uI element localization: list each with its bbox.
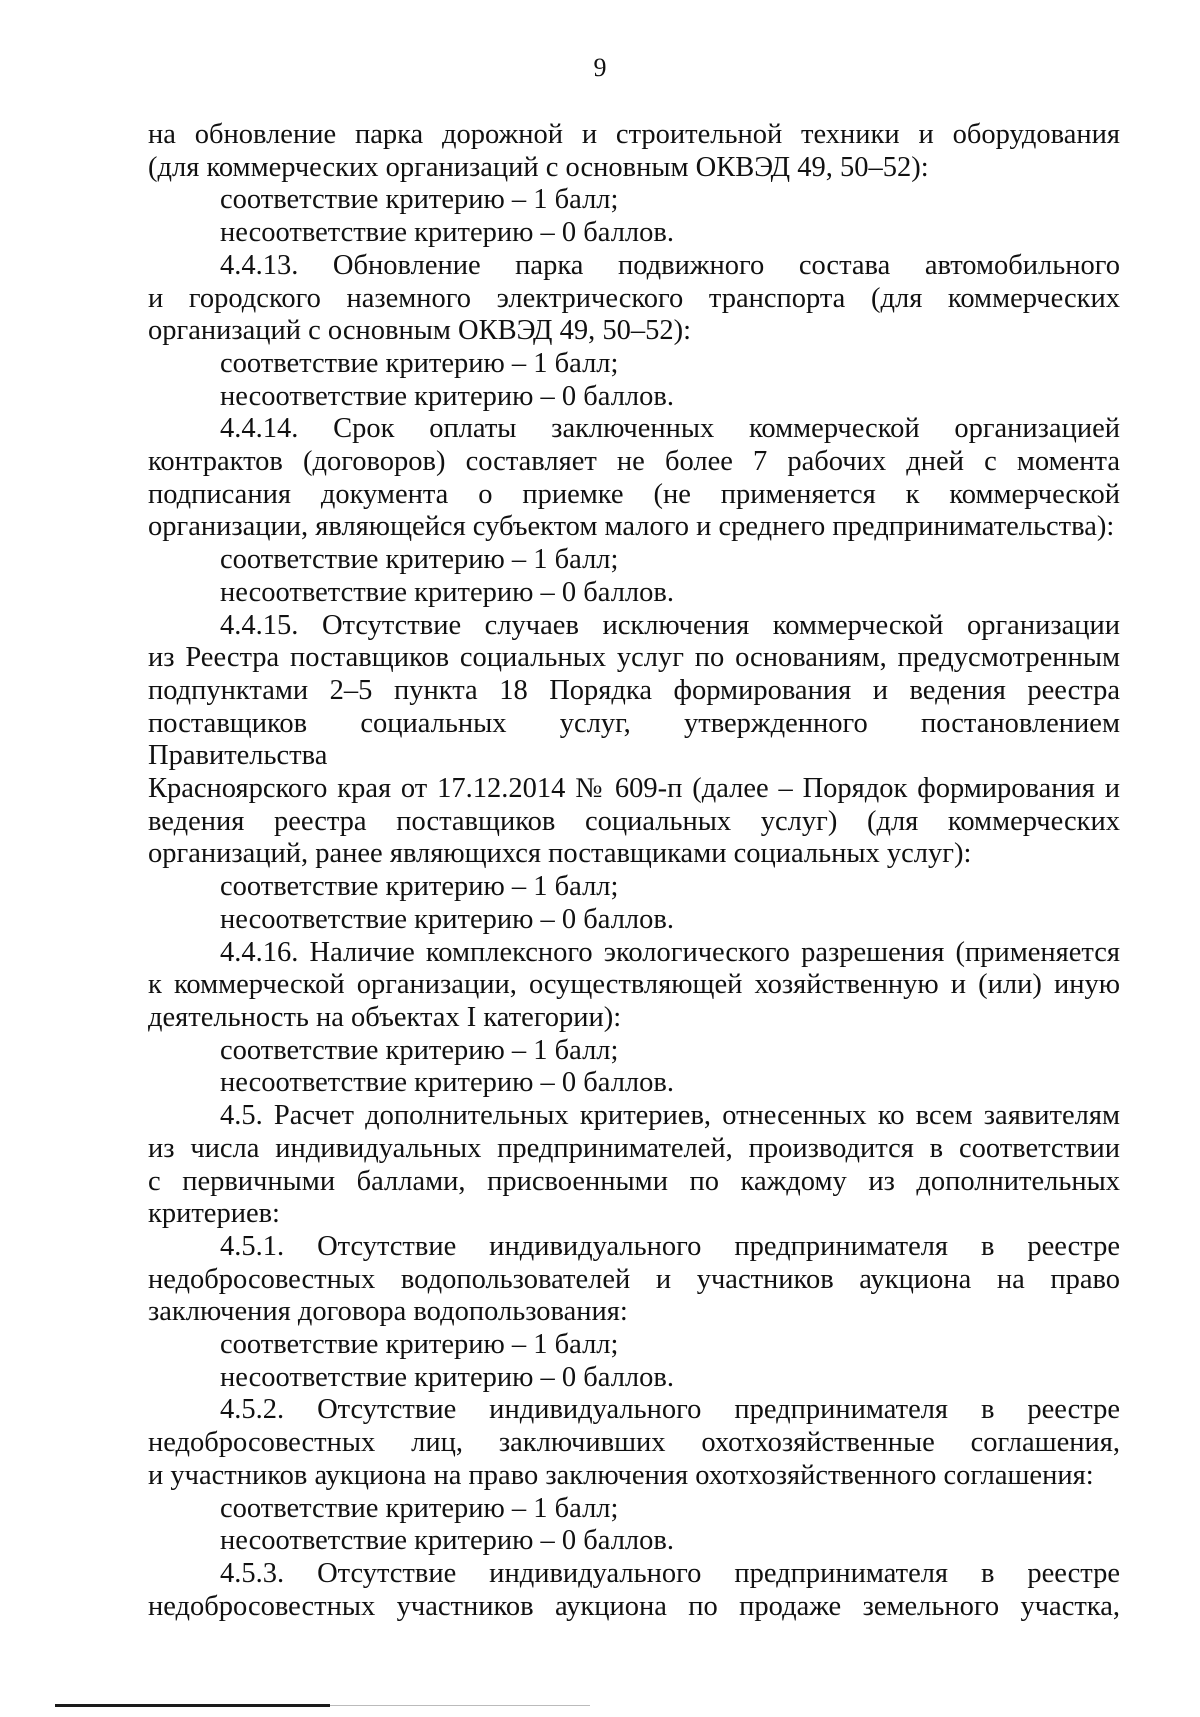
criterion-match: соответствие критерию – 1 балл; [220, 1034, 619, 1066]
clause-4-5-1: 4.5.1. Отсутствие индивидуального предпринимателя в реестре [220, 1230, 1120, 1262]
criterion-match: соответствие критерию – 1 балл; [220, 1329, 619, 1361]
text-line: к коммерческой организации, осуществляющей хозяйственную и (или) иную [148, 969, 1120, 1001]
text-line: на обновление парка дорожной и строительной техники и оборудования [148, 119, 1120, 150]
clause-4-4-15: 4.4.15. Отсутствие случаев исключения коммерческой организации [220, 609, 1120, 641]
criterion-mismatch: несоответствие критерию – 0 баллов. [220, 380, 674, 412]
criterion-mismatch: несоответствие критерию – 0 баллов. [220, 217, 674, 249]
text-line: из Реестра поставщиков социальных услуг по основаниям, предусмотренным [148, 642, 1120, 674]
text-line: (для коммерческих организаций с основным ОКВЭД 49, 50–52): [148, 151, 929, 183]
document-body [148, 119, 1120, 1623]
clause-4-5-3: 4.5.3. Отсутствие индивидуального предпринимателя в реестре [220, 1557, 1120, 1589]
text-line: контрактов (договоров) составляет не более 7 рабочих дней с момента [148, 446, 1120, 478]
clause-4-4-14: 4.4.14. Срок оплаты заключенных коммерческой организацией [220, 413, 1120, 445]
text-line: организаций, ранее являющихся поставщиками социальных услуг): [148, 838, 972, 870]
text-line: недобросовестных водопользователей и участников аукциона на право [148, 1263, 1120, 1295]
criterion-match: соответствие критерию – 1 балл; [220, 871, 619, 903]
text-line: ведения реестра поставщиков социальных услуг) (для коммерческих [148, 805, 1120, 837]
text-line: деятельность на объектах I категории): [148, 1001, 622, 1033]
clause-4-5: 4.5. Расчет дополнительных критериев, отнесенных ко всем заявителям [220, 1100, 1120, 1132]
criterion-mismatch: несоответствие критерию – 0 баллов. [220, 1525, 674, 1557]
text-line: поставщиков социальных услуг, утвержденного постановлением Правительства [148, 707, 1120, 772]
footer-rule [55, 1704, 330, 1707]
text-line: из числа индивидуальных предпринимателей, производится в соответствии [148, 1132, 1120, 1164]
criterion-mismatch: несоответствие критерию – 0 баллов. [220, 903, 674, 935]
text-line: и городского наземного электрического транспорта (для коммерческих [148, 282, 1120, 314]
criterion-match: соответствие критерию – 1 балл; [220, 184, 619, 216]
text-line: заключения договора водопользования: [148, 1296, 628, 1328]
footer-rule-faint [330, 1705, 590, 1706]
text-line: недобросовестных участников аукциона по продаже земельного участка, [148, 1590, 1120, 1622]
criterion-mismatch: несоответствие критерию – 0 баллов. [220, 1361, 674, 1393]
text-line: с первичными баллами, присвоенными по каждому из дополнительных [148, 1165, 1120, 1197]
criterion-match: соответствие критерию – 1 балл; [220, 544, 619, 576]
criterion-match: соответствие критерию – 1 балл; [220, 1492, 619, 1524]
text-line: организации, являющейся субъектом малого и среднего предпринимательства): [148, 511, 1115, 543]
text-line: подписания документа о приемке (не применяется к коммерческой [148, 478, 1120, 510]
criterion-match: соответствие критерию – 1 балл; [220, 347, 619, 379]
page-number: 9 [593, 53, 607, 82]
text-line: подпунктами 2–5 пункта 18 Порядка формирования и ведения реестра [148, 674, 1120, 706]
criterion-mismatch: несоответствие критерию – 0 баллов. [220, 1067, 674, 1099]
text-line: и участников аукциона на право заключения охотхозяйственного соглашения: [148, 1459, 1094, 1491]
text-line: критериев: [148, 1198, 280, 1230]
clause-4-4-13: 4.4.13. Обновление парка подвижного состава автомобильного [220, 249, 1120, 281]
text-line: недобросовестных лиц, заключивших охотхозяйственные соглашения, [148, 1427, 1120, 1459]
criterion-mismatch: несоответствие критерию – 0 баллов. [220, 576, 674, 608]
clause-4-5-2: 4.5.2. Отсутствие индивидуального предпринимателя в реестре [220, 1394, 1120, 1426]
text-line: Красноярского края от 17.12.2014 № 609-п (далее – Порядок формирования и [148, 773, 1120, 805]
text-line: организаций с основным ОКВЭД 49, 50–52): [148, 315, 692, 347]
clause-4-4-16: 4.4.16. Наличие комплексного экологического разрешения (применяется [220, 936, 1120, 968]
